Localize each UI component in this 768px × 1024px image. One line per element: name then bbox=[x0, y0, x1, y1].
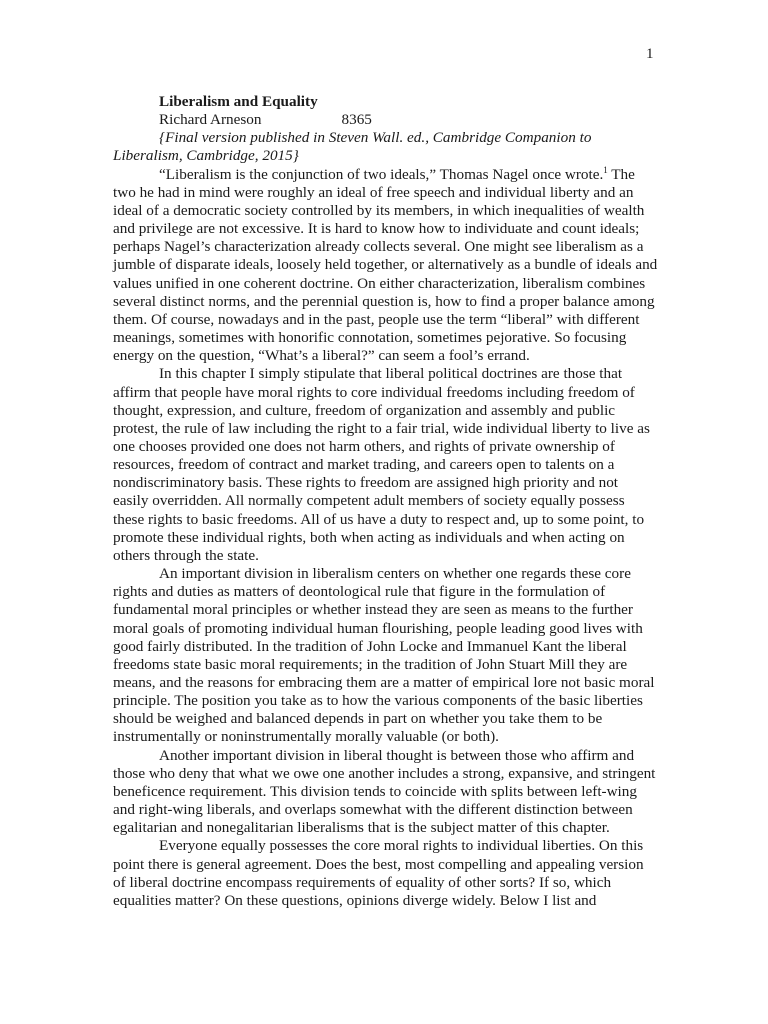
paragraph-line: these rights to basic freedoms. All of us have a duty to respect and, up to some point, to bbox=[113, 510, 645, 528]
paragraph-line: egalitarian and nonegalitarian liberalisms that is the subject matter of this chapter. bbox=[113, 819, 610, 837]
paragraph-line-text: “Liberalism is the conjunction of two ideals,” Thomas Nagel once wrote. bbox=[159, 165, 604, 183]
paragraph-line: them. Of course, nowadays and in the past, people use the term “liberal” with different bbox=[113, 310, 640, 328]
paragraph-line: jumble of disparate ideals, loosely held together, or alternatively as a bundle of ideals and bbox=[113, 256, 658, 274]
paragraph-line: meanings, sometimes with honorific connotation, sometimes pejorative. So focusing bbox=[113, 329, 627, 347]
paragraph-line: and privilege are not excessive. It is hard to know how to individuate and count ideals; bbox=[113, 220, 640, 238]
paragraph-line: An important division in liberalism centers on whether one regards these core bbox=[159, 565, 631, 583]
page-number: 1 bbox=[646, 46, 654, 62]
paragraph-4 bbox=[113, 747, 658, 838]
paragraph-line: promote these individual rights, both when acting as individuals and when acting on bbox=[113, 528, 625, 546]
paragraph-line: resources, freedom of contract and market trading, and careers open to talents on a bbox=[113, 456, 615, 474]
paragraph-line: moral goals of promoting individual human flourishing, people leading good lives with bbox=[113, 619, 643, 637]
paragraph-line: rights and duties as matters of deontological rule that figure in the formulation of bbox=[113, 583, 606, 601]
paragraph-line: those who deny that what we owe one another includes a strong, expansive, and stringent bbox=[113, 764, 656, 782]
publication-note-line: {Final version published in Steven Wall. ed., Cambridge Companion to bbox=[159, 129, 592, 147]
paragraph-line: one chooses provided one does not harm others, and rights of private ownership of bbox=[113, 437, 615, 455]
author-name: Richard Arneson bbox=[159, 111, 262, 129]
paragraph-line: instrumentally or noninstrumentally morally valuable (or both). bbox=[113, 728, 499, 746]
paragraph-3 bbox=[113, 565, 658, 747]
paragraph-line: easily overridden. All normally competent adult members of society equally possess bbox=[113, 492, 625, 510]
paragraph-line: Everyone equally possesses the core moral rights to individual liberties. On this bbox=[159, 837, 644, 855]
document-body bbox=[113, 93, 658, 910]
paragraph-line: good fairly distributed. In the tradition of John Locke and Immanuel Kant the liberal bbox=[113, 637, 627, 655]
paragraph-1 bbox=[113, 166, 658, 366]
paragraph-line: principle. The position you take as to how the various components of the basic liberties bbox=[113, 692, 643, 710]
paragraph-line: Another important division in liberal thought is between those who affirm and bbox=[159, 746, 635, 764]
document-code: 8365 bbox=[341, 111, 372, 129]
paragraph-line: perhaps Nagel’s characterization already collects several. One might see liberalism as a bbox=[113, 238, 644, 256]
paragraph-line: thought, expression, and culture, freedom of organization and assembly and public bbox=[113, 401, 616, 419]
paragraph-2 bbox=[113, 365, 658, 565]
paragraph-line: two he had in mind were roughly an ideal of free speech and individual liberty and an bbox=[113, 183, 634, 201]
paragraph-line: protest, the rule of law including the right to a fair trial, wide individual liberty to live as bbox=[113, 419, 650, 437]
paragraph-line bbox=[113, 166, 658, 184]
paragraph-line: freedoms state basic moral requirements; in the tradition of John Stuart Mill they are bbox=[113, 655, 628, 673]
paragraph-line: In this chapter I simply stipulate that liberal political doctrines are those that bbox=[159, 365, 623, 383]
paragraph-line: energy on the question, “What’s a liberal?” can seem a fool’s errand. bbox=[113, 347, 530, 365]
paragraph-line: values unified in one coherent doctrine. On either characterization, liberalism combines bbox=[113, 274, 646, 292]
paragraph-5 bbox=[113, 837, 658, 910]
publication-note bbox=[113, 129, 658, 165]
paragraph-line: should be weighed and balanced depends in part on whether you take them to be bbox=[113, 710, 603, 728]
footnote-marker[interactable]: 1 bbox=[603, 164, 608, 175]
document-title: Liberalism and Equality bbox=[159, 93, 318, 110]
paragraph-line-tail: The bbox=[607, 165, 635, 183]
paragraph-line: equalities matter? On these questions, opinions diverge widely. Below I list and bbox=[113, 891, 597, 909]
paragraph-line: ideal of a democratic society controlled by its members, in which inequalities of wealth bbox=[113, 201, 645, 219]
paragraph-line: nondiscriminatory basis. These rights to freedom are assigned high priority and not bbox=[113, 474, 619, 492]
paragraph-line: fundamental moral principles or whether instead they are seen as means to the further bbox=[113, 601, 633, 619]
author-line bbox=[113, 111, 658, 129]
paragraph-line: point there is general agreement. Does the best, most compelling and appealing version bbox=[113, 855, 644, 873]
paragraph-line: affirm that people have moral rights to core individual freedoms including freedom of bbox=[113, 383, 635, 401]
paragraph-line: others through the state. bbox=[113, 546, 259, 564]
publication-note-line: Liberalism, Cambridge, 2015} bbox=[113, 147, 299, 165]
paragraph-line: means, and the reasons for embracing them are a matter of empirical lore not basic moral bbox=[113, 674, 655, 691]
paragraph-line: of liberal doctrine encompass requirements of equality of other sorts? If so, which bbox=[113, 873, 612, 891]
paragraph-line: beneficence requirement. This division tends to coincide with splits between left-wing bbox=[113, 782, 637, 800]
paragraph-line: and right-wing liberals, and overlaps somewhat with the different distinction between bbox=[113, 801, 633, 819]
paragraph-line: several distinct norms, and the perennial question is, how to find a proper balance among bbox=[113, 292, 655, 310]
